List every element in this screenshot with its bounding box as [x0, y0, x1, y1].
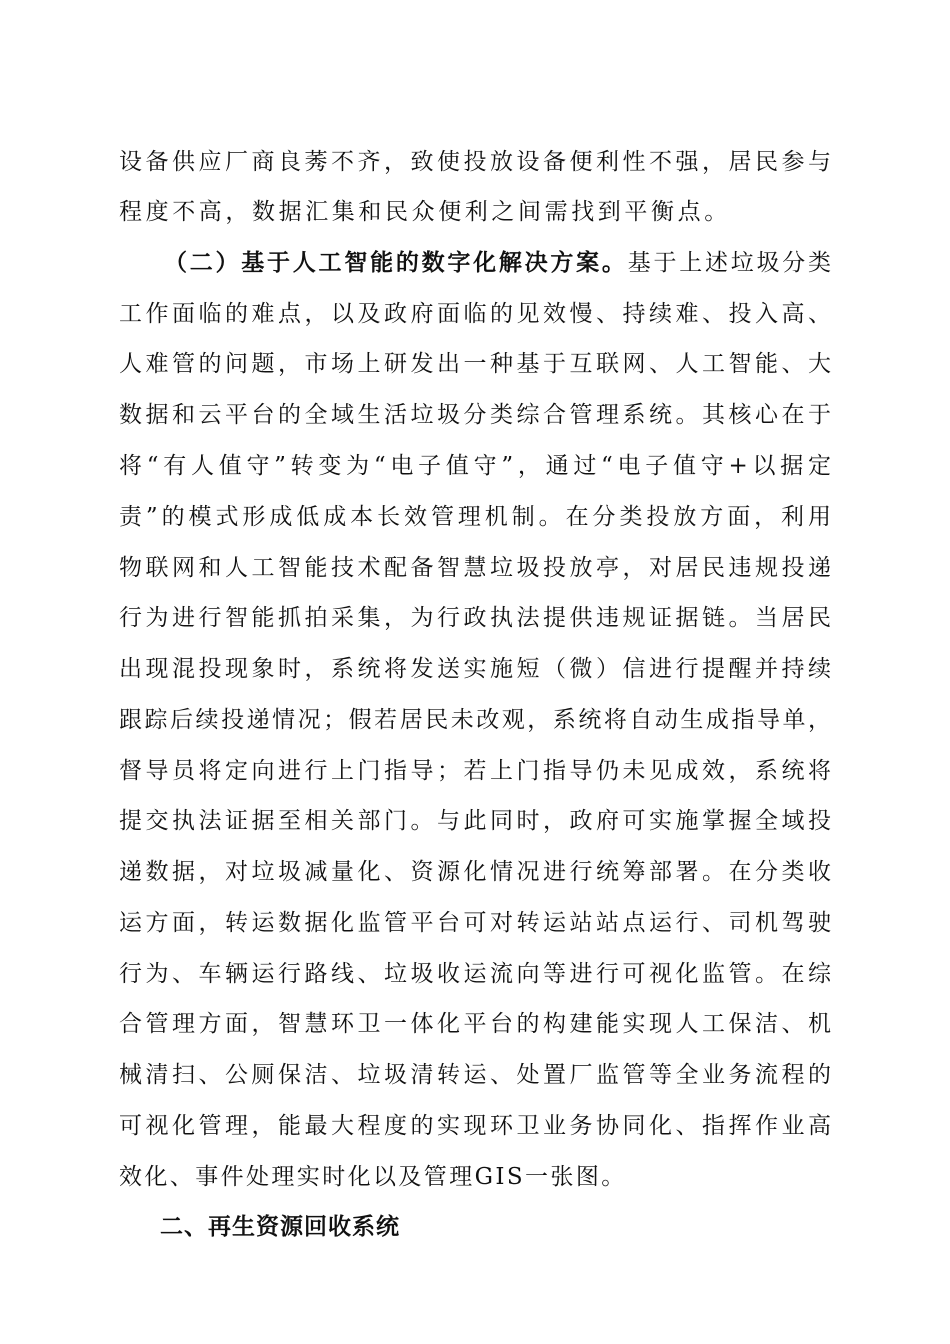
paragraph-line: 递数据，对垃圾减量化、资源化情况进行统筹部署。在分类收 [119, 859, 831, 885]
paragraph-line: 设备供应厂商良莠不齐，致使投放设备便利性不强，居民参与 [119, 149, 831, 175]
paragraph-line: 行为进行智能抓拍采集，为行政执法提供违规证据链。当居民 [119, 605, 831, 631]
paragraph-line: 可视化管理，能最大程度的实现环卫业务协同化、指挥作业高 [119, 1113, 831, 1139]
paragraph-line: 跟踪后续投递情况；假若居民未改观，系统将自动生成指导单， [119, 707, 831, 733]
subheading-line [164, 243, 831, 283]
paragraph-line: 将“有人值守”转变为“电子值守”，通过“电子值守+以据定 [119, 453, 831, 479]
paragraph-line: 合管理方面，智慧环卫一体化平台的构建能实现人工保洁、机 [119, 1011, 831, 1037]
paragraph-line: 程度不高，数据汇集和民众便利之间需找到平衡点。 [119, 199, 731, 225]
paragraph-line: 数据和云平台的全域生活垃圾分类综合管理系统。其核心在于 [119, 402, 831, 428]
paragraph-line: 出现混投现象时，系统将发送实施短（微）信进行提醒并持续 [119, 656, 831, 682]
subheading: （二）基于人工智能的数字化解决方案。 [164, 250, 628, 276]
paragraph-line: 工作面临的难点，以及政府面临的见效慢、持续难、投入高、 [119, 301, 831, 327]
paragraph-line: 效化、事件处理实时化以及管理GIS一张图。 [119, 1164, 627, 1190]
paragraph-line: 行为、车辆运行路线、垃圾收运流向等进行可视化监管。在综 [119, 961, 831, 987]
paragraph-line: 械清扫、公厕保洁、垃圾清转运、处置厂监管等全业务流程的 [119, 1062, 831, 1088]
paragraph-line: 责”的模式形成低成本长效管理机制。在分类投放方面，利用 [119, 504, 831, 530]
paragraph-line: 运方面，转运数据化监管平台可对转运站站点运行、司机驾驶 [119, 910, 831, 936]
paragraph-line: 人难管的问题，市场上研发出一种基于互联网、人工智能、大 [119, 351, 831, 377]
section-heading: 二、再生资源回收系统 [160, 1214, 400, 1240]
paragraph-line: 督导员将定向进行上门指导；若上门指导仍未见成效，系统将 [119, 758, 831, 784]
paragraph-line-text: 基于上述垃圾分类 [627, 250, 832, 276]
paragraph-line: 提交执法证据至相关部门。与此同时，政府可实施掌握全域投 [119, 808, 831, 834]
paragraph-line: 物联网和人工智能技术配备智慧垃圾投放亭，对居民违规投递 [119, 555, 831, 581]
